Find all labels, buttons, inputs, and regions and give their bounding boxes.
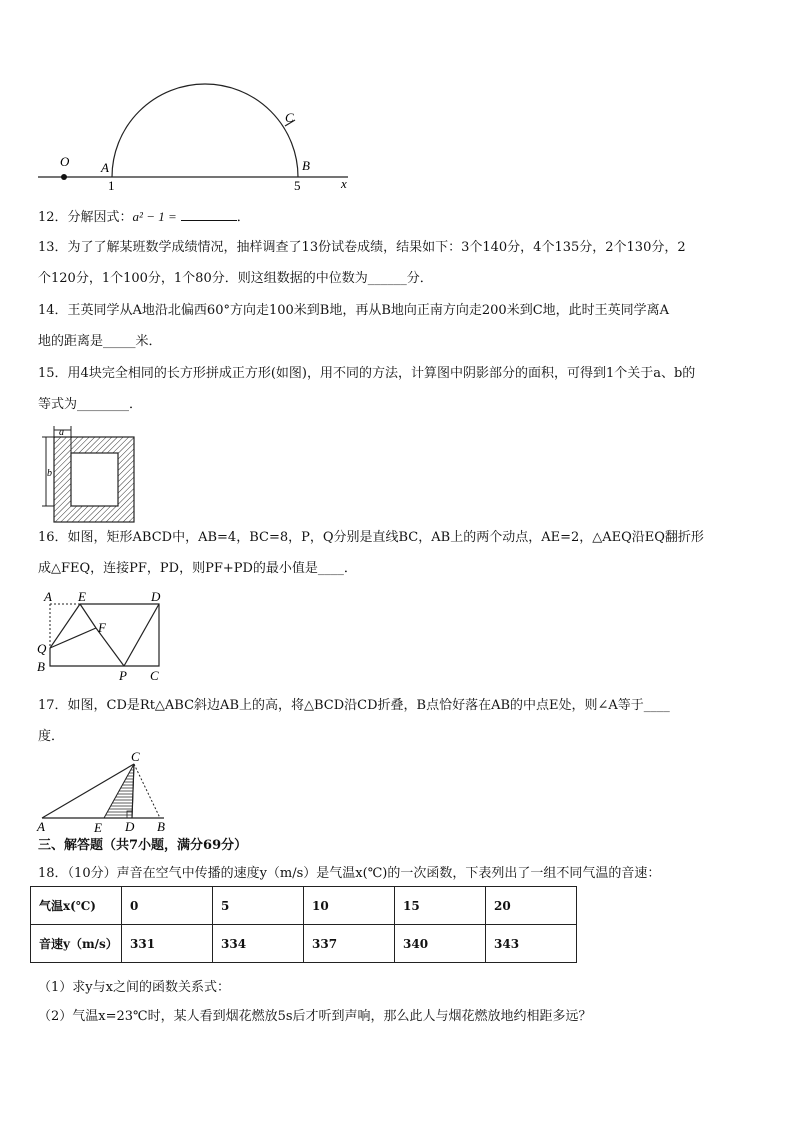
label-o: O bbox=[60, 154, 70, 169]
table-cell: 15 bbox=[395, 887, 486, 925]
table-row bbox=[31, 887, 577, 925]
tick-label-5: 5 bbox=[294, 178, 301, 193]
table-cell: 10 bbox=[304, 887, 395, 925]
question-18-part2: （2）气温x=23℃时，某人看到烟花燃放5s后才听到声响，那么此人与烟花燃放地约相距多远？ bbox=[38, 1009, 592, 1024]
question-13-line2: 个120分，1个100分，1个80分．则这组数据的中位数为______分． bbox=[38, 271, 433, 286]
right-triangle-figure bbox=[34, 748, 174, 834]
question-12-text: 12．分解因式： bbox=[38, 210, 133, 225]
label-b: B bbox=[302, 158, 310, 173]
question-14-line1: 14．王英同学从A地沿北偏西60°方向走100米到B地，再从B地向正南方向走200米到C地，此时王英同学离A bbox=[38, 303, 670, 318]
section-3-heading: 三、解答题（共7小题，满分69分） bbox=[38, 838, 248, 853]
label-c: C bbox=[150, 668, 159, 682]
table-cell: 331 bbox=[122, 925, 213, 963]
table-cell: 0 bbox=[122, 887, 213, 925]
question-13-line1: 13．为了了解某班数学成绩情况，抽样调查了13份试卷成绩，结果如下：3个140分，4个135分，2个130分，2 bbox=[38, 240, 686, 255]
question-12-tail: ． bbox=[236, 210, 250, 225]
label-d: D bbox=[125, 819, 135, 834]
label-c: C bbox=[131, 749, 140, 764]
number-line-semicircle-figure bbox=[30, 60, 370, 200]
label-c: C bbox=[285, 110, 294, 125]
question-15-line1: 15．用4块完全相同的长方形拼成正方形(如图)，用不同的方法，计算图中阴影部分的面积，可得到1个关于a、b的 bbox=[38, 366, 696, 381]
question-17 bbox=[38, 690, 760, 752]
row-label: 音速y（m/s） bbox=[31, 925, 122, 963]
label-p: P bbox=[119, 668, 127, 682]
question-17-line1: 17．如图，CD是Rt△ABC斜边AB上的高，将△BCD沿CD折叠，B点恰好落在AB的中点E处，则∠A等于____ bbox=[38, 698, 670, 713]
square-rectangles-figure bbox=[36, 422, 140, 526]
tick-label-1: 1 bbox=[108, 178, 115, 193]
table-cell: 337 bbox=[304, 925, 395, 963]
semicircle-arc bbox=[112, 84, 298, 177]
label-b: B bbox=[157, 819, 165, 834]
table-cell: 334 bbox=[213, 925, 304, 963]
label-b: B bbox=[37, 659, 45, 674]
origin-point bbox=[61, 174, 67, 180]
question-13 bbox=[38, 232, 760, 294]
question-15-line2: 等式为________． bbox=[38, 397, 143, 412]
table-row bbox=[31, 925, 577, 963]
question-16-line1: 16．如图，矩形ABCD中，AB=4，BC=8，P，Q分别是直线BC，AB上的两个动点，AE=2，△AEQ沿EQ翻折形 bbox=[38, 530, 704, 545]
label-a: A bbox=[37, 819, 45, 834]
table-cell: 20 bbox=[486, 887, 577, 925]
table-cell: 340 bbox=[395, 925, 486, 963]
shaded-triangle-ced bbox=[104, 764, 134, 818]
label-e: E bbox=[94, 820, 102, 834]
answer-blank bbox=[181, 208, 237, 221]
question-16-line2: 成△FEQ，连接PF，PD，则PF+PD的最小值是____． bbox=[38, 561, 357, 576]
label-x: x bbox=[341, 176, 347, 191]
question-14-line2: 地的距离是_____米． bbox=[38, 334, 162, 349]
rectangle-fold-figure bbox=[34, 586, 170, 682]
question-15 bbox=[38, 358, 760, 420]
label-d: D bbox=[151, 589, 161, 604]
label-e: E bbox=[78, 589, 86, 604]
speed-table bbox=[30, 886, 577, 963]
question-18-intro: 18．（10分）声音在空气中传播的速度y（m/s）是气温x(℃)的一次函数，下表列出了一组不同气温的音速： bbox=[38, 866, 661, 881]
question-18-part1: （1）求y与x之间的函数关系式： bbox=[38, 980, 230, 995]
label-a: a bbox=[59, 427, 64, 438]
table-cell: 343 bbox=[486, 925, 577, 963]
row-label: 气温x(℃) bbox=[31, 887, 122, 925]
label-f: F bbox=[98, 620, 106, 635]
question-12 bbox=[38, 201, 760, 233]
question-12-math: a² − 1 = bbox=[132, 209, 177, 224]
label-b: b bbox=[47, 468, 52, 479]
question-16 bbox=[38, 522, 760, 584]
question-17-line2: 度． bbox=[38, 729, 65, 744]
label-q: Q bbox=[37, 641, 47, 656]
table-cell: 5 bbox=[213, 887, 304, 925]
label-a: A bbox=[101, 160, 109, 175]
question-14 bbox=[38, 295, 760, 357]
label-a: A bbox=[44, 589, 52, 604]
inner-square bbox=[71, 453, 118, 506]
